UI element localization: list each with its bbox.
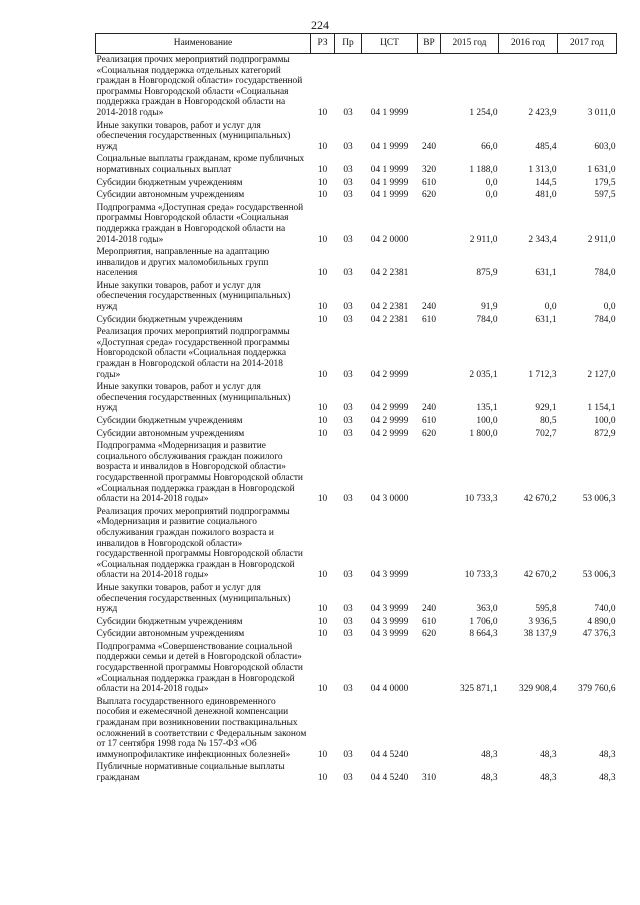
row-cst: 04 1 9999 [370,141,409,152]
row-2017: 872,9 [594,428,616,439]
row-rz: 10 [317,773,328,783]
row-2015: 325 871,1 [460,684,498,695]
row-pr: 03 [343,570,353,581]
row-2016: 3 936,5 [528,616,557,627]
row-2017: 47 376,3 [582,629,616,640]
header-name: Наименование [96,34,311,54]
row-2016: 48,3 [540,749,557,760]
table-row [96,440,617,506]
row-rz: 10 [317,616,328,627]
table-row [96,641,617,696]
row-2015: 100,0 [476,416,498,426]
row-2016: 2 343,4 [528,234,557,245]
row-cst: 04 2 9999 [370,428,409,439]
row-cst: 04 2 2381 [370,268,409,279]
row-2015: 1 800,0 [469,428,498,439]
row-pr: 03 [343,684,353,695]
row-2017: 603,0 [594,141,616,152]
row-rz: 10 [317,416,328,426]
row-pr: 03 [343,234,353,245]
row-vr [418,506,441,582]
table-row [96,280,617,314]
row-rz: 10 [317,403,328,414]
row-2015: 8 664,3 [469,629,498,640]
row-name: Субсидии автономным учреждениям [96,629,245,640]
row-rz: 10 [317,107,328,118]
row-2015: 0,0 [485,177,498,188]
table-row [96,428,617,441]
page-number: 224 [311,18,329,32]
row-2016: 42 670,2 [523,494,557,505]
row-vr: 620 [421,428,437,439]
row-2015: 10 733,3 [464,494,498,505]
row-vr: 620 [421,190,437,201]
table-row [96,582,617,616]
row-2015: 48,3 [481,749,498,760]
row-rz: 10 [317,369,328,380]
row-name: Субсидии бюджетным учреждениям [96,616,243,627]
row-vr: 240 [421,302,437,313]
row-2017: 3 011,0 [587,107,616,118]
row-vr: 320 [421,164,437,175]
row-pr: 03 [343,749,353,760]
row-2017: 379 760,6 [578,684,616,695]
header-pr: Пр [335,34,362,54]
row-2016: 2 423,9 [528,107,557,118]
row-vr [418,202,441,246]
row-2016: 1 313,0 [528,164,557,175]
table-row [96,314,617,327]
row-cst: 04 2 0000 [370,234,409,245]
row-2016: 485,4 [535,141,557,152]
row-pr: 03 [343,268,353,279]
row-rz: 10 [317,749,328,760]
row-cst: 04 1 9999 [370,177,409,188]
row-name: Иные закупки товаров, работ и услуг для обеспечения государственных (муниципальных) нужд [96,382,291,414]
row-2016: 0,0 [544,302,557,313]
row-cst: 04 2 9999 [370,369,409,380]
row-2015: 135,1 [476,403,498,414]
row-2016: 631,1 [535,314,557,325]
table-row [96,506,617,582]
row-pr: 03 [343,107,353,118]
row-name: Реализация прочих мероприятий подпрограммы «Модернизация и развитие социального обслуживания граждан пожилого возраста и инвалидов в Новгородской области» государственной программы Новгородской области «Социальная поддержка граждан в Новгородской области на 2014-2018 годы» [96,506,303,581]
row-cst: 04 2 2381 [370,314,409,325]
row-pr: 03 [343,164,353,175]
row-2015: 1 254,0 [469,107,498,118]
row-cst: 04 4 5240 [370,749,409,760]
table-row [96,153,617,176]
row-pr: 03 [343,629,353,640]
row-2016: 38 137,9 [523,629,557,640]
row-2015: 0,0 [485,190,498,201]
row-vr: 240 [421,141,437,152]
row-name: Иные закупки товаров, работ и услуг для обеспечения государственных (муниципальных) нужд [96,280,291,313]
row-pr: 03 [343,369,353,380]
row-2016: 1 712,3 [528,369,557,380]
row-vr: 610 [421,177,437,188]
row-2016: 144,5 [535,177,557,188]
row-name: Иные закупки товаров, работ и услуг для обеспечения государственных (муниципальных) нужд [96,582,291,615]
row-2015: 1 188,0 [469,164,498,175]
row-vr [418,696,441,762]
row-name: Подпрограмма «Модернизация и развитие социального обслуживания граждан пожилого возраста и инвалидов в Новгородской области» государственной программы Новгородской области «Социальная поддержка граждан в Новгородской области на 2014-2018 годы» [96,441,303,505]
row-name: Субсидии автономным учреждениям [96,190,245,201]
row-rz: 10 [317,164,328,175]
row-pr: 03 [343,428,353,439]
header-vr: ВР [418,34,441,54]
row-vr: 620 [421,629,437,640]
row-2016: 631,1 [535,268,557,279]
row-name: Реализация прочих мероприятий подпрограммы «Социальная поддержка отдельных категорий граждан в Новгородской области» государственной программы Новгородской области «Социальная поддержка граждан в Новгородской области на 2014-2018 годы» [96,55,303,118]
row-2016: 595,8 [535,604,557,615]
table-row [96,202,617,246]
row-2016: 80,5 [540,416,557,426]
row-vr: 240 [421,604,437,615]
table-row [96,761,617,784]
row-2015: 363,0 [476,604,498,615]
row-vr: 610 [421,416,437,426]
row-pr: 03 [343,403,353,414]
row-vr: 240 [421,403,437,414]
row-name: Реализация прочих мероприятий подпрограммы «Доступная среда» государственной программы Новгородской области «Социальная поддержка граждан в Новгородской области на 2014-2018 годы» [96,327,290,380]
row-cst: 04 4 0000 [370,684,409,695]
row-pr: 03 [343,604,353,615]
row-2017: 2 911,0 [587,234,616,245]
row-rz: 10 [317,234,328,245]
row-rz: 10 [317,629,328,640]
row-cst: 04 2 9999 [370,416,409,426]
row-2017: 179,5 [594,177,616,188]
row-pr: 03 [343,190,353,201]
row-2015: 1 706,0 [469,616,498,627]
table-row [96,326,617,381]
row-2017: 48,3 [599,773,616,783]
table-row [96,189,617,202]
row-name: Мероприятия, направленные на адаптацию инвалидов и других маломобильных групп населения [96,247,270,279]
row-2015: 48,3 [481,773,498,783]
table-header-row [96,34,617,54]
row-pr: 03 [343,494,353,505]
row-2016: 48,3 [540,773,557,783]
table-row [96,628,617,641]
row-2016: 329 908,4 [519,684,557,695]
row-2016: 702,7 [535,428,557,439]
row-name: Социальные выплаты гражданам, кроме публичных нормативных социальных выплат [96,154,305,175]
row-rz: 10 [317,604,328,615]
header-2016: 2016 год [499,34,558,54]
row-2017: 48,3 [599,749,616,760]
row-cst: 04 3 0000 [370,494,409,505]
row-cst: 04 3 9999 [370,616,409,627]
row-2015: 784,0 [476,314,498,325]
row-name: Выплата государственного единовременного пособия и ежемесячной денежной компенсации гражданам при возникновении поствакцинальных осложнений в соответствии с Федеральным законом от 17 сентября 1998 года № 157-ФЗ «Об иммунопрофилактике инфекционных болезней» [96,696,307,760]
header-cst: ЦСТ [362,34,418,54]
row-pr: 03 [343,616,353,627]
row-pr: 03 [343,773,353,783]
row-name: Публичные нормативные социальные выплаты гражданам [96,762,285,783]
row-cst: 04 3 9999 [370,570,409,581]
header-2015: 2015 год [441,34,499,54]
row-rz: 10 [317,141,328,152]
row-2017: 2 127,0 [587,369,616,380]
row-vr: 610 [421,616,437,627]
row-vr [418,326,441,381]
row-name: Субсидии бюджетным учреждениям [96,416,243,426]
row-rz: 10 [317,570,328,581]
row-pr: 03 [343,177,353,188]
row-pr: 03 [343,314,353,325]
row-vr: 310 [421,773,437,783]
row-cst: 04 2 9999 [370,403,409,414]
row-pr: 03 [343,302,353,313]
row-2017: 53 006,3 [582,494,616,505]
row-2015: 2 911,0 [469,234,498,245]
row-vr [418,641,441,696]
row-cst: 04 1 9999 [370,107,409,118]
row-pr: 03 [343,416,353,426]
header-2017: 2017 год [558,34,617,54]
row-2017: 53 006,3 [582,570,616,581]
row-vr [418,440,441,506]
table-row [96,381,617,415]
row-cst: 04 3 9999 [370,604,409,615]
table-row [96,415,617,428]
row-rz: 10 [317,314,328,325]
row-name: Подпрограмма «Совершенствование социальной поддержки семьи и детей в Новгородской области» государственной программы Новгородской области «Социальная поддержка граждан в Новгородской области на 2014-2018 годы» [96,641,303,695]
row-2017: 597,5 [594,190,616,201]
row-name: Подпрограмма «Доступная среда» государственной программы Новгородской области «Социальная поддержка граждан в Новгородской области на 2014-2018 годы» [96,202,304,245]
header-rz: РЗ [311,34,335,54]
row-rz: 10 [317,302,328,313]
row-2015: 10 733,3 [464,570,498,581]
row-2015: 66,0 [481,141,498,152]
row-pr: 03 [343,141,353,152]
row-2015: 91,9 [481,302,498,313]
row-name: Субсидии бюджетным учреждениям [96,314,243,325]
row-2017: 740,0 [594,604,616,615]
row-vr [418,54,441,120]
row-2016: 42 670,2 [523,570,557,581]
row-rz: 10 [317,190,328,201]
row-name: Субсидии бюджетным учреждениям [96,177,243,188]
row-name: Иные закупки товаров, работ и услуг для обеспечения государственных (муниципальных) нужд [96,120,291,152]
row-cst: 04 3 9999 [370,629,409,640]
table-row [96,246,617,280]
row-rz: 10 [317,268,328,279]
row-2015: 2 035,1 [469,369,498,380]
row-2016: 929,1 [535,403,557,414]
row-rz: 10 [317,494,328,505]
row-2017: 1 154,1 [587,403,616,414]
row-cst: 04 1 9999 [370,190,409,201]
row-rz: 10 [317,684,328,695]
row-vr: 610 [421,314,437,325]
row-rz: 10 [317,177,328,188]
row-vr [418,246,441,280]
row-2016: 481,0 [535,190,557,201]
row-2017: 100,0 [594,416,616,426]
row-2017: 784,0 [594,314,616,325]
row-2015: 875,9 [476,268,498,279]
table-row [96,696,617,762]
row-cst: 04 2 2381 [370,302,409,313]
row-cst: 04 1 9999 [370,164,409,175]
row-2017: 784,0 [594,268,616,279]
table-row [96,120,617,154]
table-row [96,177,617,190]
table-row [96,616,617,629]
row-2017: 1 631,0 [587,164,616,175]
row-2017: 0,0 [603,302,616,313]
row-cst: 04 4 5240 [370,773,409,783]
row-2017: 4 890,0 [587,616,616,627]
row-name: Субсидии автономным учреждениям [96,428,245,439]
budget-table [95,33,617,785]
table-row [96,54,617,120]
row-rz: 10 [317,428,328,439]
